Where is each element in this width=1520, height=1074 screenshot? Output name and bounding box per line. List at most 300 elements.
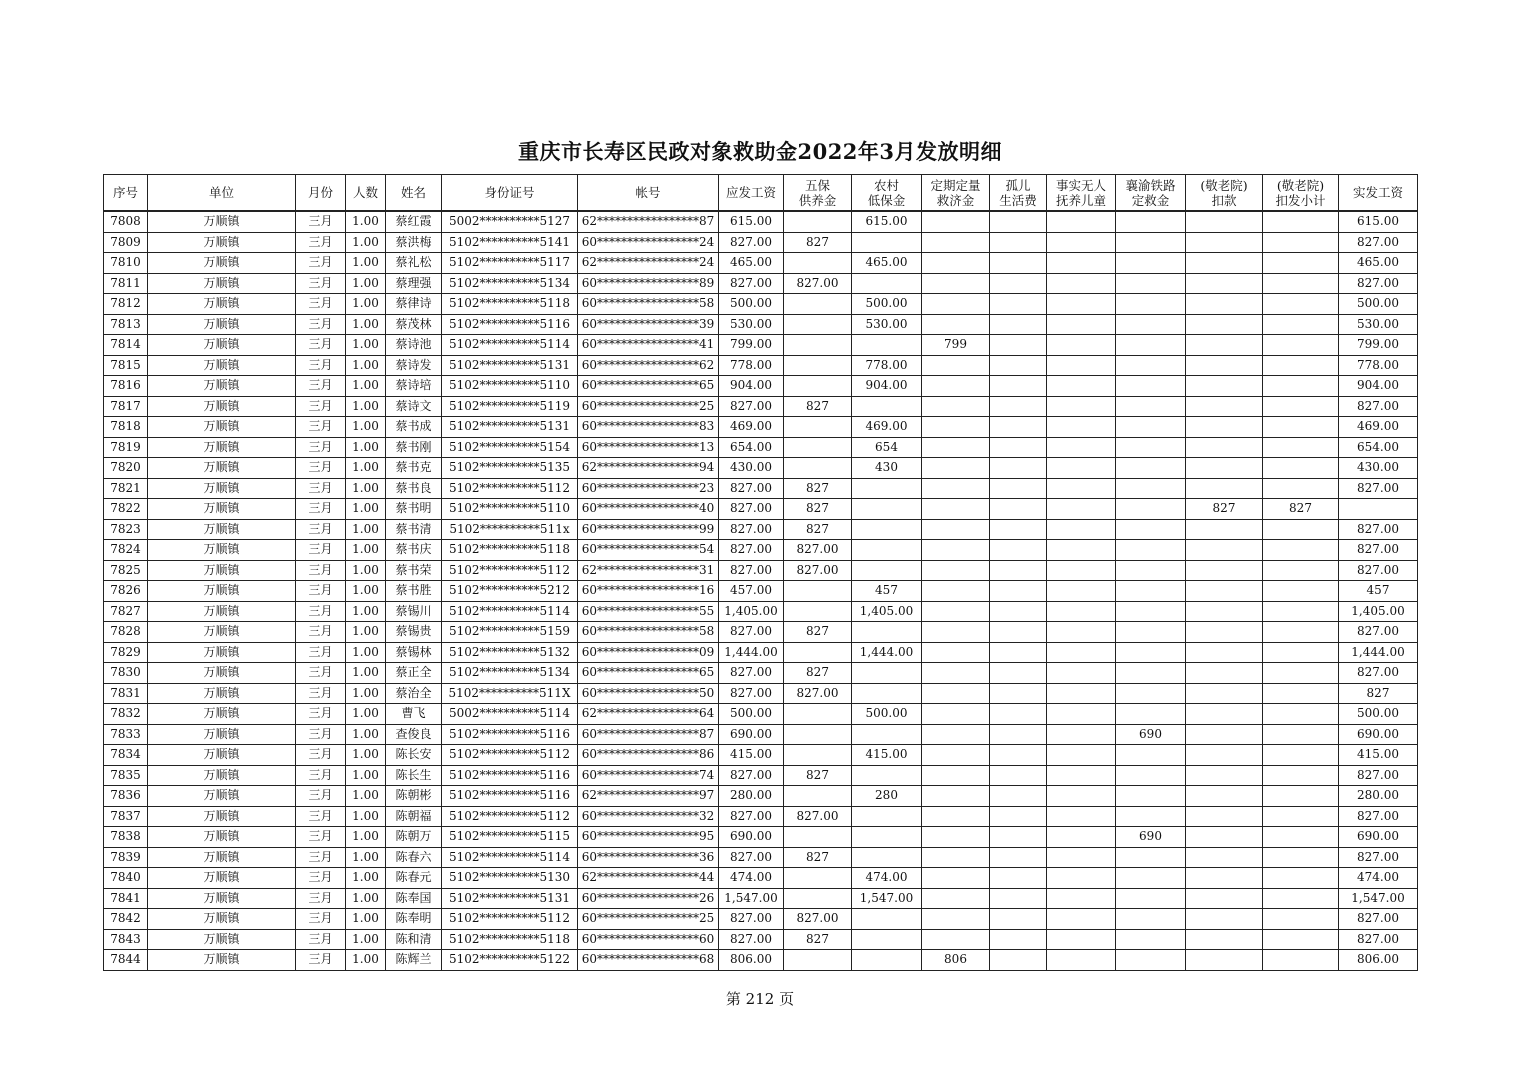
cell-nursing-deduction xyxy=(1186,581,1263,602)
cell-id-number: 5102**********5131 xyxy=(442,355,578,376)
cell-account: 60*****************41 xyxy=(578,335,719,356)
cell-railway-relief xyxy=(1116,335,1186,356)
cell-count: 1.00 xyxy=(346,540,386,561)
cell-fixed-relief xyxy=(922,827,990,848)
cell-id-number: 5102**********5122 xyxy=(442,950,578,971)
table-row xyxy=(104,929,1418,950)
cell-five-guarantee xyxy=(784,458,852,479)
cell-unit: 万顺镇 xyxy=(148,273,296,294)
cell-account: 60*****************62 xyxy=(578,355,719,376)
cell-unsupported-child xyxy=(1047,663,1116,684)
cell-net-pay: 827 xyxy=(1339,683,1418,704)
cell-seq: 7809 xyxy=(104,232,148,253)
cell-railway-relief xyxy=(1116,499,1186,520)
cell-rural-subsistence: 430 xyxy=(852,458,922,479)
cell-fixed-relief xyxy=(922,478,990,499)
cell-count: 1.00 xyxy=(346,499,386,520)
cell-name: 查俊良 xyxy=(386,724,442,745)
cell-nursing-deduction xyxy=(1186,622,1263,643)
cell-rural-subsistence: 280 xyxy=(852,786,922,807)
cell-fixed-relief xyxy=(922,745,990,766)
cell-name: 蔡书刚 xyxy=(386,437,442,458)
cell-id-number: 5102**********5130 xyxy=(442,868,578,889)
cell-orphan-allowance xyxy=(990,396,1047,417)
cell-orphan-allowance xyxy=(990,909,1047,930)
cell-orphan-allowance xyxy=(990,663,1047,684)
table-header-row xyxy=(104,175,1418,212)
table-row xyxy=(104,211,1418,232)
cell-unsupported-child xyxy=(1047,601,1116,622)
cell-rural-subsistence xyxy=(852,335,922,356)
cell-net-pay: 474.00 xyxy=(1339,868,1418,889)
cell-orphan-allowance xyxy=(990,232,1047,253)
cell-name: 曹飞 xyxy=(386,704,442,725)
cell-nursing-deduction xyxy=(1186,868,1263,889)
cell-fixed-relief xyxy=(922,601,990,622)
cell-id-number: 5102**********5131 xyxy=(442,417,578,438)
cell-nursing-deduction xyxy=(1186,560,1263,581)
cell-unit: 万顺镇 xyxy=(148,335,296,356)
cell-id-number: 5102**********5117 xyxy=(442,253,578,274)
cell-nursing-deduction xyxy=(1186,663,1263,684)
cell-seq: 7821 xyxy=(104,478,148,499)
cell-count: 1.00 xyxy=(346,519,386,540)
cell-rural-subsistence xyxy=(852,765,922,786)
cell-count: 1.00 xyxy=(346,335,386,356)
cell-fixed-relief xyxy=(922,273,990,294)
cell-name: 蔡书胜 xyxy=(386,581,442,602)
cell-nursing-subtotal xyxy=(1263,868,1339,889)
cell-five-guarantee: 827 xyxy=(784,847,852,868)
cell-id-number: 5102**********5134 xyxy=(442,663,578,684)
cell-orphan-allowance xyxy=(990,765,1047,786)
cell-nursing-subtotal xyxy=(1263,827,1339,848)
cell-name: 蔡书克 xyxy=(386,458,442,479)
cell-nursing-deduction xyxy=(1186,540,1263,561)
cell-seq: 7839 xyxy=(104,847,148,868)
cell-five-guarantee xyxy=(784,642,852,663)
table-row xyxy=(104,765,1418,786)
cell-gross-pay: 690.00 xyxy=(719,724,784,745)
table-row xyxy=(104,376,1418,397)
cell-net-pay: 469.00 xyxy=(1339,417,1418,438)
cell-fixed-relief xyxy=(922,868,990,889)
cell-orphan-allowance xyxy=(990,622,1047,643)
cell-account: 60*****************26 xyxy=(578,888,719,909)
cell-id-number: 5002**********5114 xyxy=(442,704,578,725)
cell-unsupported-child xyxy=(1047,683,1116,704)
cell-seq: 7843 xyxy=(104,929,148,950)
cell-railway-relief xyxy=(1116,478,1186,499)
cell-fixed-relief xyxy=(922,909,990,930)
cell-orphan-allowance xyxy=(990,540,1047,561)
cell-fixed-relief xyxy=(922,622,990,643)
page-title: 重庆市长寿区民政对象救助金2022年3月发放明细 xyxy=(517,139,1003,164)
cell-month: 三月 xyxy=(296,540,346,561)
cell-nursing-deduction xyxy=(1186,950,1263,971)
cell-nursing-deduction xyxy=(1186,683,1263,704)
table-row xyxy=(104,560,1418,581)
cell-rural-subsistence xyxy=(852,560,922,581)
cell-account: 62*****************44 xyxy=(578,868,719,889)
cell-gross-pay: 827.00 xyxy=(719,560,784,581)
cell-railway-relief xyxy=(1116,396,1186,417)
cell-fixed-relief xyxy=(922,581,990,602)
cell-seq: 7817 xyxy=(104,396,148,417)
cell-net-pay xyxy=(1339,499,1418,520)
cell-month: 三月 xyxy=(296,417,346,438)
header-railway-relief: 襄渝铁路 定救金 xyxy=(1116,175,1186,212)
cell-count: 1.00 xyxy=(346,211,386,232)
cell-net-pay: 827.00 xyxy=(1339,663,1418,684)
cell-orphan-allowance xyxy=(990,560,1047,581)
cell-rural-subsistence: 500.00 xyxy=(852,294,922,315)
cell-nursing-deduction xyxy=(1186,437,1263,458)
cell-name: 蔡锡川 xyxy=(386,601,442,622)
cell-unit: 万顺镇 xyxy=(148,642,296,663)
cell-seq: 7834 xyxy=(104,745,148,766)
cell-count: 1.00 xyxy=(346,253,386,274)
cell-id-number: 5002**********5127 xyxy=(442,211,578,232)
cell-id-number: 5102**********5114 xyxy=(442,847,578,868)
cell-orphan-allowance xyxy=(990,827,1047,848)
relief-detail-table xyxy=(103,174,1418,971)
cell-unsupported-child xyxy=(1047,868,1116,889)
cell-rural-subsistence xyxy=(852,519,922,540)
cell-month: 三月 xyxy=(296,211,346,232)
cell-unsupported-child xyxy=(1047,417,1116,438)
cell-account: 60*****************74 xyxy=(578,765,719,786)
cell-count: 1.00 xyxy=(346,765,386,786)
cell-gross-pay: 530.00 xyxy=(719,314,784,335)
cell-unit: 万顺镇 xyxy=(148,314,296,335)
cell-unsupported-child xyxy=(1047,642,1116,663)
cell-net-pay: 827.00 xyxy=(1339,232,1418,253)
cell-nursing-subtotal xyxy=(1263,786,1339,807)
cell-railway-relief xyxy=(1116,437,1186,458)
cell-seq: 7827 xyxy=(104,601,148,622)
cell-rural-subsistence xyxy=(852,950,922,971)
cell-unsupported-child xyxy=(1047,786,1116,807)
cell-account: 60*****************99 xyxy=(578,519,719,540)
cell-seq: 7825 xyxy=(104,560,148,581)
cell-nursing-subtotal xyxy=(1263,888,1339,909)
cell-nursing-subtotal xyxy=(1263,765,1339,786)
cell-orphan-allowance xyxy=(990,314,1047,335)
cell-account: 60*****************60 xyxy=(578,929,719,950)
cell-name: 蔡书良 xyxy=(386,478,442,499)
table-row xyxy=(104,601,1418,622)
cell-railway-relief xyxy=(1116,642,1186,663)
table-row xyxy=(104,355,1418,376)
cell-net-pay: 465.00 xyxy=(1339,253,1418,274)
cell-name: 蔡书庆 xyxy=(386,540,442,561)
cell-name: 蔡书明 xyxy=(386,499,442,520)
cell-fixed-relief: 799 xyxy=(922,335,990,356)
cell-unsupported-child xyxy=(1047,519,1116,540)
cell-count: 1.00 xyxy=(346,560,386,581)
cell-rural-subsistence: 500.00 xyxy=(852,704,922,725)
cell-rural-subsistence xyxy=(852,806,922,827)
cell-gross-pay: 430.00 xyxy=(719,458,784,479)
cell-id-number: 5102**********5116 xyxy=(442,314,578,335)
cell-five-guarantee: 827 xyxy=(784,663,852,684)
header-nursing-subtotal: (敬老院) 扣发小计 xyxy=(1263,175,1339,212)
cell-id-number: 5102**********5132 xyxy=(442,642,578,663)
cell-railway-relief xyxy=(1116,704,1186,725)
cell-nursing-subtotal xyxy=(1263,335,1339,356)
header-net-pay: 实发工资 xyxy=(1339,175,1418,212)
table-row xyxy=(104,847,1418,868)
cell-nursing-subtotal xyxy=(1263,909,1339,930)
cell-id-number: 5102**********5116 xyxy=(442,724,578,745)
cell-id-number: 5102**********5114 xyxy=(442,601,578,622)
cell-orphan-allowance xyxy=(990,847,1047,868)
cell-name: 陈奉明 xyxy=(386,909,442,930)
cell-orphan-allowance xyxy=(990,437,1047,458)
cell-net-pay: 827.00 xyxy=(1339,765,1418,786)
cell-net-pay: 430.00 xyxy=(1339,458,1418,479)
cell-five-guarantee: 827 xyxy=(784,765,852,786)
cell-rural-subsistence xyxy=(852,827,922,848)
cell-name: 蔡茂林 xyxy=(386,314,442,335)
cell-net-pay: 827.00 xyxy=(1339,560,1418,581)
cell-five-guarantee xyxy=(784,335,852,356)
header-id-number: 身份证号 xyxy=(442,175,578,212)
cell-account: 60*****************89 xyxy=(578,273,719,294)
cell-rural-subsistence xyxy=(852,622,922,643)
cell-unit: 万顺镇 xyxy=(148,294,296,315)
cell-name: 蔡诗发 xyxy=(386,355,442,376)
cell-gross-pay: 474.00 xyxy=(719,868,784,889)
cell-five-guarantee xyxy=(784,314,852,335)
table-row xyxy=(104,827,1418,848)
cell-nursing-subtotal xyxy=(1263,601,1339,622)
cell-net-pay: 827.00 xyxy=(1339,929,1418,950)
cell-fixed-relief xyxy=(922,683,990,704)
cell-seq: 7812 xyxy=(104,294,148,315)
cell-month: 三月 xyxy=(296,355,346,376)
table-row xyxy=(104,519,1418,540)
cell-seq: 7828 xyxy=(104,622,148,643)
cell-seq: 7836 xyxy=(104,786,148,807)
table-row xyxy=(104,786,1418,807)
cell-seq: 7815 xyxy=(104,355,148,376)
cell-name: 蔡诗培 xyxy=(386,376,442,397)
cell-month: 三月 xyxy=(296,601,346,622)
cell-unit: 万顺镇 xyxy=(148,253,296,274)
cell-account: 60*****************65 xyxy=(578,376,719,397)
cell-nursing-deduction xyxy=(1186,601,1263,622)
cell-seq: 7838 xyxy=(104,827,148,848)
cell-unit: 万顺镇 xyxy=(148,745,296,766)
cell-nursing-deduction xyxy=(1186,745,1263,766)
cell-five-guarantee: 827 xyxy=(784,396,852,417)
cell-month: 三月 xyxy=(296,273,346,294)
cell-account: 60*****************50 xyxy=(578,683,719,704)
cell-account: 60*****************13 xyxy=(578,437,719,458)
table-row xyxy=(104,437,1418,458)
table-row xyxy=(104,642,1418,663)
cell-seq: 7844 xyxy=(104,950,148,971)
cell-five-guarantee: 827 xyxy=(784,478,852,499)
cell-name: 蔡洪梅 xyxy=(386,232,442,253)
cell-unit: 万顺镇 xyxy=(148,211,296,232)
cell-net-pay: 1,444.00 xyxy=(1339,642,1418,663)
cell-id-number: 5102**********5154 xyxy=(442,437,578,458)
cell-five-guarantee xyxy=(784,376,852,397)
cell-nursing-deduction xyxy=(1186,642,1263,663)
cell-net-pay: 806.00 xyxy=(1339,950,1418,971)
cell-rural-subsistence: 465.00 xyxy=(852,253,922,274)
cell-railway-relief: 690 xyxy=(1116,724,1186,745)
cell-fixed-relief xyxy=(922,724,990,745)
cell-nursing-subtotal xyxy=(1263,211,1339,232)
cell-gross-pay: 827.00 xyxy=(719,519,784,540)
cell-gross-pay: 904.00 xyxy=(719,376,784,397)
cell-five-guarantee xyxy=(784,786,852,807)
cell-id-number: 5102**********5110 xyxy=(442,376,578,397)
cell-id-number: 5102**********5116 xyxy=(442,765,578,786)
cell-railway-relief xyxy=(1116,745,1186,766)
cell-nursing-deduction xyxy=(1186,355,1263,376)
cell-unit: 万顺镇 xyxy=(148,847,296,868)
cell-seq: 7813 xyxy=(104,314,148,335)
cell-five-guarantee xyxy=(784,704,852,725)
cell-net-pay: 654.00 xyxy=(1339,437,1418,458)
cell-orphan-allowance xyxy=(990,683,1047,704)
cell-orphan-allowance xyxy=(990,929,1047,950)
cell-count: 1.00 xyxy=(346,786,386,807)
cell-month: 三月 xyxy=(296,868,346,889)
cell-fixed-relief xyxy=(922,314,990,335)
cell-name: 陈朝彬 xyxy=(386,786,442,807)
cell-nursing-subtotal xyxy=(1263,314,1339,335)
cell-count: 1.00 xyxy=(346,806,386,827)
cell-fixed-relief xyxy=(922,786,990,807)
cell-five-guarantee xyxy=(784,888,852,909)
cell-account: 60*****************32 xyxy=(578,806,719,827)
cell-railway-relief xyxy=(1116,376,1186,397)
cell-nursing-deduction xyxy=(1186,909,1263,930)
cell-id-number: 5102**********5112 xyxy=(442,745,578,766)
cell-fixed-relief: 806 xyxy=(922,950,990,971)
cell-count: 1.00 xyxy=(346,827,386,848)
cell-unsupported-child xyxy=(1047,540,1116,561)
cell-seq: 7841 xyxy=(104,888,148,909)
table-row xyxy=(104,663,1418,684)
cell-account: 60*****************68 xyxy=(578,950,719,971)
cell-month: 三月 xyxy=(296,376,346,397)
header-orphan-allowance: 孤儿 生活费 xyxy=(990,175,1047,212)
cell-rural-subsistence xyxy=(852,499,922,520)
cell-name: 蔡书荣 xyxy=(386,560,442,581)
cell-fixed-relief xyxy=(922,499,990,520)
cell-id-number: 5102**********511X xyxy=(442,683,578,704)
cell-seq: 7837 xyxy=(104,806,148,827)
cell-name: 蔡理强 xyxy=(386,273,442,294)
cell-account: 60*****************39 xyxy=(578,314,719,335)
cell-orphan-allowance xyxy=(990,355,1047,376)
cell-account: 60*****************83 xyxy=(578,417,719,438)
cell-railway-relief xyxy=(1116,211,1186,232)
cell-unsupported-child xyxy=(1047,929,1116,950)
cell-railway-relief xyxy=(1116,294,1186,315)
cell-gross-pay: 415.00 xyxy=(719,745,784,766)
table-row xyxy=(104,724,1418,745)
cell-month: 三月 xyxy=(296,396,346,417)
cell-account: 62*****************87 xyxy=(578,211,719,232)
cell-nursing-deduction xyxy=(1186,704,1263,725)
cell-fixed-relief xyxy=(922,888,990,909)
cell-unsupported-child xyxy=(1047,581,1116,602)
cell-net-pay: 827.00 xyxy=(1339,540,1418,561)
cell-nursing-subtotal xyxy=(1263,581,1339,602)
cell-unsupported-child xyxy=(1047,294,1116,315)
cell-five-guarantee xyxy=(784,253,852,274)
cell-month: 三月 xyxy=(296,724,346,745)
cell-count: 1.00 xyxy=(346,478,386,499)
cell-net-pay: 1,547.00 xyxy=(1339,888,1418,909)
cell-rural-subsistence xyxy=(852,724,922,745)
cell-month: 三月 xyxy=(296,622,346,643)
cell-seq: 7808 xyxy=(104,211,148,232)
cell-unit: 万顺镇 xyxy=(148,950,296,971)
cell-five-guarantee xyxy=(784,437,852,458)
cell-nursing-subtotal xyxy=(1263,724,1339,745)
table-row xyxy=(104,294,1418,315)
cell-five-guarantee: 827 xyxy=(784,519,852,540)
cell-net-pay: 827.00 xyxy=(1339,478,1418,499)
cell-gross-pay: 615.00 xyxy=(719,211,784,232)
cell-rural-subsistence xyxy=(852,273,922,294)
header-nursing-deduction: (敬老院) 扣款 xyxy=(1186,175,1263,212)
cell-fixed-relief xyxy=(922,376,990,397)
cell-fixed-relief xyxy=(922,211,990,232)
cell-railway-relief xyxy=(1116,581,1186,602)
cell-count: 1.00 xyxy=(346,745,386,766)
cell-id-number: 5102**********5118 xyxy=(442,294,578,315)
cell-month: 三月 xyxy=(296,909,346,930)
cell-net-pay: 530.00 xyxy=(1339,314,1418,335)
table-row xyxy=(104,253,1418,274)
cell-month: 三月 xyxy=(296,499,346,520)
cell-nursing-subtotal xyxy=(1263,847,1339,868)
cell-name: 陈春六 xyxy=(386,847,442,868)
cell-nursing-deduction xyxy=(1186,294,1263,315)
cell-unit: 万顺镇 xyxy=(148,868,296,889)
cell-five-guarantee xyxy=(784,827,852,848)
cell-unit: 万顺镇 xyxy=(148,355,296,376)
cell-five-guarantee: 827 xyxy=(784,499,852,520)
cell-unsupported-child xyxy=(1047,273,1116,294)
cell-nursing-deduction xyxy=(1186,786,1263,807)
header-rural-subsistence: 农村 低保金 xyxy=(852,175,922,212)
cell-orphan-allowance xyxy=(990,253,1047,274)
cell-railway-relief xyxy=(1116,806,1186,827)
cell-month: 三月 xyxy=(296,683,346,704)
cell-id-number: 5102**********5131 xyxy=(442,888,578,909)
cell-five-guarantee xyxy=(784,950,852,971)
cell-nursing-subtotal xyxy=(1263,294,1339,315)
cell-month: 三月 xyxy=(296,642,346,663)
cell-nursing-subtotal xyxy=(1263,396,1339,417)
cell-gross-pay: 827.00 xyxy=(719,663,784,684)
cell-unsupported-child xyxy=(1047,253,1116,274)
cell-unsupported-child xyxy=(1047,355,1116,376)
cell-gross-pay: 827.00 xyxy=(719,622,784,643)
cell-railway-relief xyxy=(1116,314,1186,335)
